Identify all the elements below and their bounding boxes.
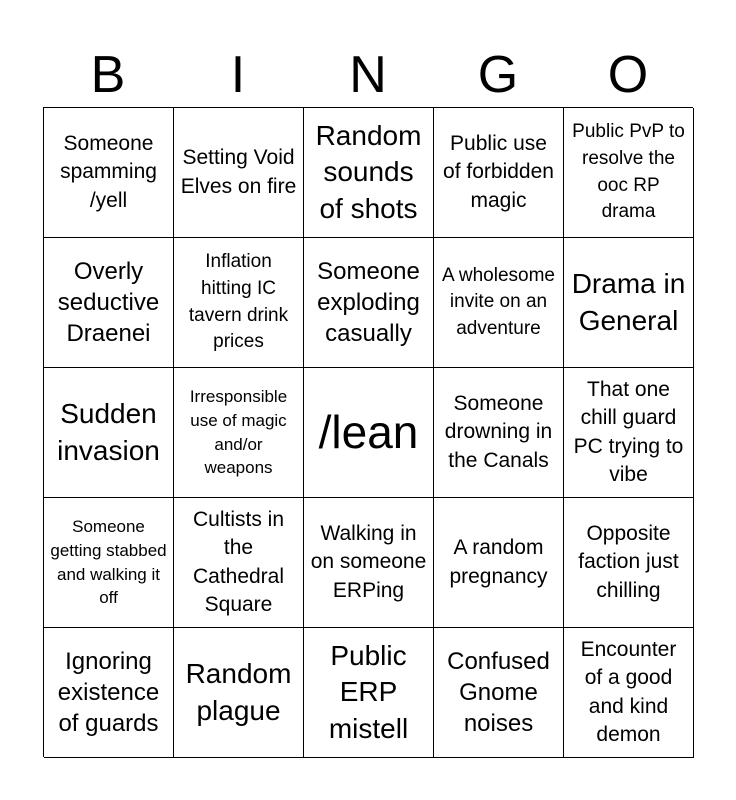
- bingo-cell-r4-c4[interactable]: [434, 498, 564, 628]
- bingo-cell-r3-c1[interactable]: [44, 368, 174, 498]
- bingo-cell-text: Encounter of a good and kind demon: [580, 637, 677, 746]
- bingo-cell-r5-c5[interactable]: [564, 628, 694, 758]
- bingo-cell-r1-c3[interactable]: [304, 108, 434, 238]
- bingo-cell-text: Public ERP mistell: [328, 639, 409, 744]
- bingo-cell-text: Sudden invasion: [57, 398, 160, 466]
- bingo-cell-text: Drama in General: [571, 268, 686, 336]
- header-letter-g: G: [477, 46, 519, 104]
- bingo-cell-text: Public use of forbidden magic: [443, 131, 554, 212]
- bingo-cell-text: Overly seductive Draenei: [57, 257, 160, 348]
- bingo-cell-r1-c4[interactable]: [434, 108, 564, 238]
- bingo-cell-text: A random pregnancy: [449, 536, 548, 588]
- bingo-cell-r2-c1[interactable]: [44, 238, 174, 368]
- bingo-cell-text: Walking in on someone ERPing: [310, 521, 427, 602]
- bingo-cell-r4-c3[interactable]: [304, 498, 434, 628]
- bingo-cell-r1-c5[interactable]: [564, 108, 694, 238]
- bingo-cell-text: Someone exploding casually: [317, 257, 420, 348]
- bingo-cell-r2-c5[interactable]: [564, 238, 694, 368]
- bingo-cell-text: Ignoring existence of guards: [57, 647, 160, 738]
- bingo-cell-text: Public PvP to resolve the ooc RP drama: [572, 121, 685, 223]
- bingo-cell-text: Confused Gnome noises: [447, 647, 550, 738]
- bingo-cell-text: Opposite faction just chilling: [578, 521, 679, 602]
- header-letter-n: N: [349, 46, 387, 104]
- header-letter-i: I: [230, 46, 246, 104]
- bingo-cell-r2-c3[interactable]: [304, 238, 434, 368]
- bingo-cell-r5-c1[interactable]: [44, 628, 174, 758]
- bingo-cell-text: Setting Void Elves on fire: [180, 146, 297, 198]
- bingo-cell-text: Irresponsible use of magic and/or weapons: [189, 386, 288, 478]
- bingo-cell-text: Someone spamming /yell: [60, 131, 157, 212]
- header-letter-o: O: [607, 46, 649, 104]
- bingo-cell-text: Random sounds of shots: [315, 119, 422, 224]
- bingo-cell-r1-c2[interactable]: [174, 108, 304, 238]
- bingo-cell-text: Random plague: [185, 658, 292, 726]
- bingo-cell-text: Inflation hitting IC tavern drink prices: [188, 251, 289, 353]
- bingo-cell-r3-c3-free[interactable]: [304, 368, 434, 498]
- bingo-cell-r4-c2[interactable]: [174, 498, 304, 628]
- bingo-cell-text: /lean: [318, 406, 419, 459]
- bingo-cell-text: A wholesome invite on an adventure: [441, 264, 555, 339]
- bingo-cell-r2-c2[interactable]: [174, 238, 304, 368]
- bingo-cell-text: Someone getting stabbed and walking it off: [50, 516, 167, 608]
- bingo-header: [43, 44, 693, 106]
- bingo-cell-text: Cultists in the Cathedral Square: [192, 507, 285, 616]
- bingo-cell-r5-c3[interactable]: [304, 628, 434, 758]
- bingo-card-grid: [43, 107, 693, 757]
- bingo-cell-r4-c1[interactable]: [44, 498, 174, 628]
- bingo-cell-r5-c2[interactable]: [174, 628, 304, 758]
- bingo-cell-r3-c4[interactable]: [434, 368, 564, 498]
- bingo-cell-r2-c4[interactable]: [434, 238, 564, 368]
- bingo-cell-r3-c2[interactable]: [174, 368, 304, 498]
- header-letter-b: B: [90, 46, 126, 104]
- bingo-cell-r3-c5[interactable]: [564, 368, 694, 498]
- bingo-cell-r1-c1[interactable]: [44, 108, 174, 238]
- bingo-cell-text: That one chill guard PC trying to vibe: [573, 377, 684, 486]
- bingo-cell-r5-c4[interactable]: [434, 628, 564, 758]
- bingo-cell-r4-c5[interactable]: [564, 498, 694, 628]
- bingo-cell-text: Someone drowning in the Canals: [444, 391, 553, 472]
